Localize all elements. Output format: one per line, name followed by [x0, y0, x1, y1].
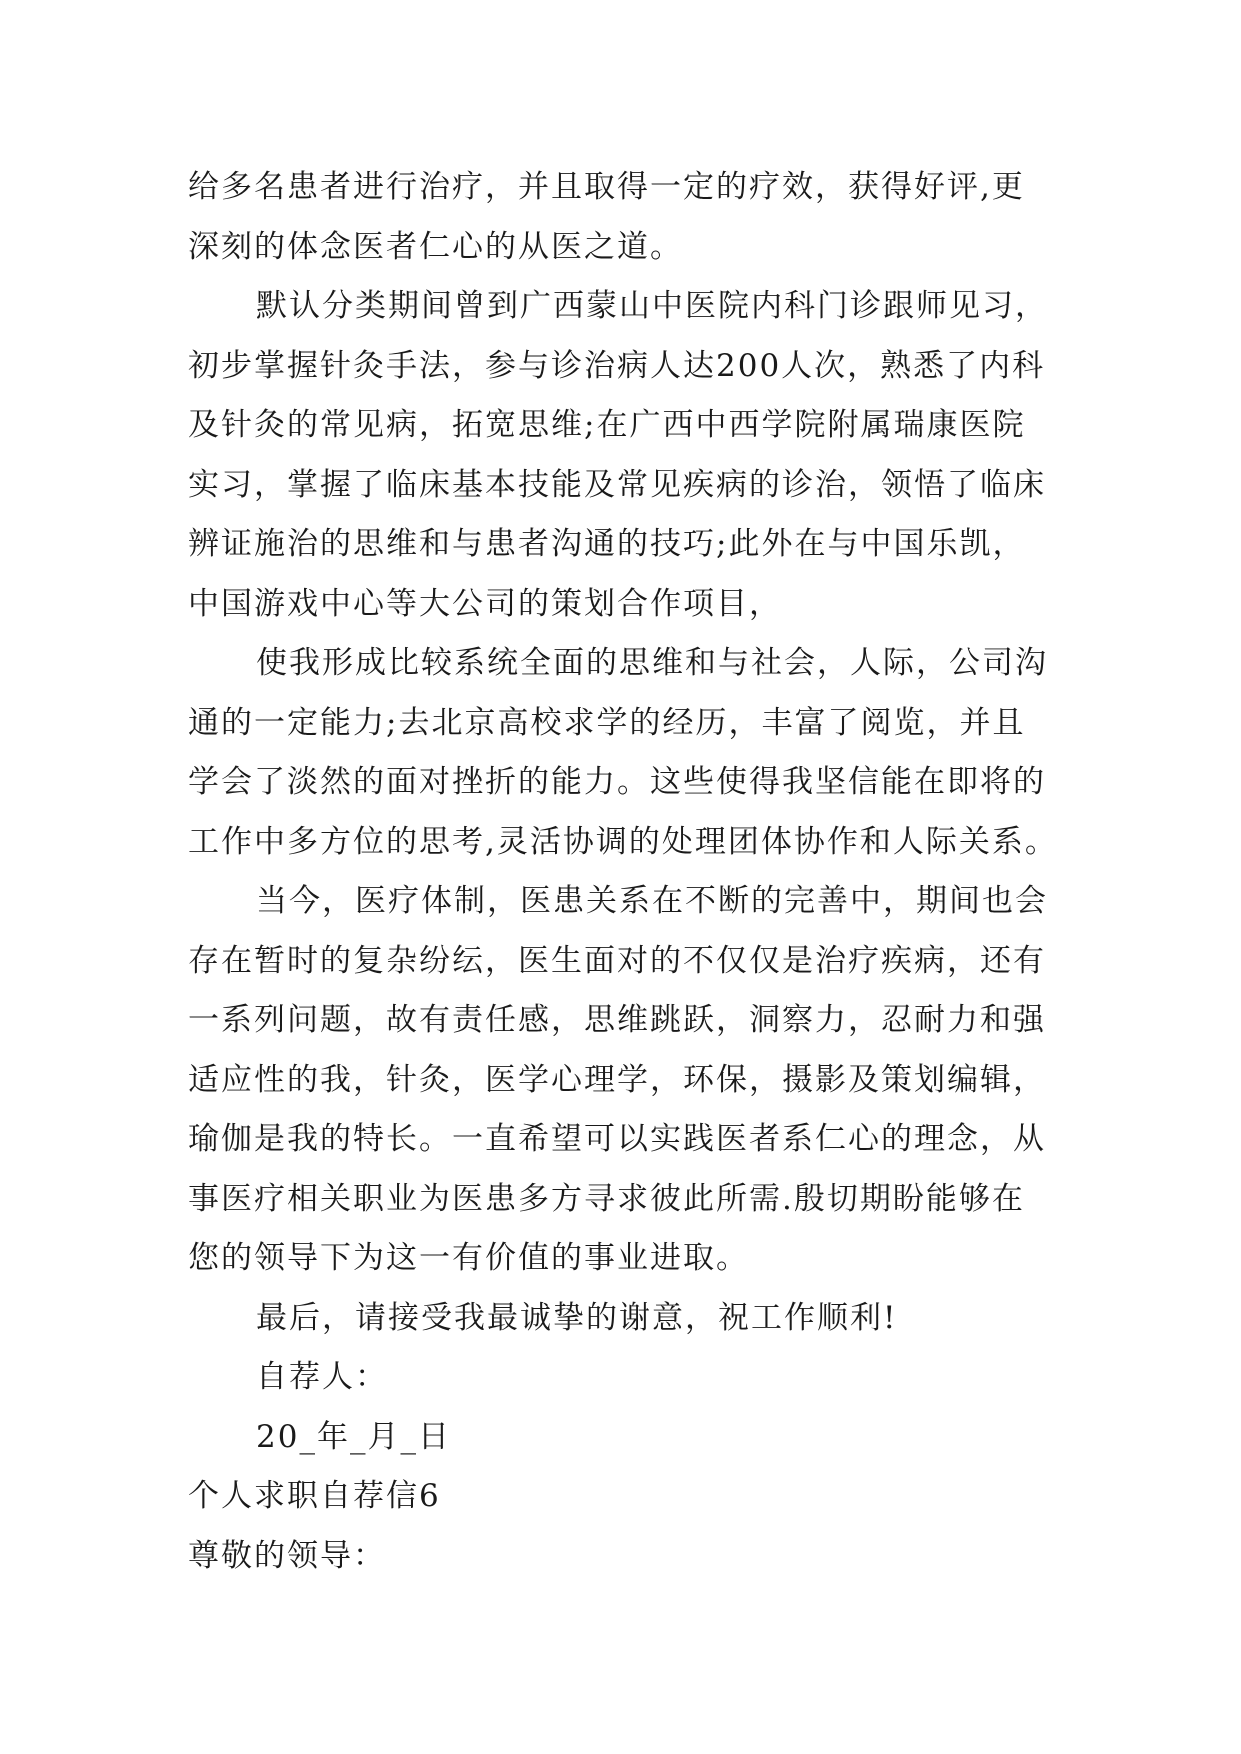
- text-line: 工作中多方位的思考,灵活协调的处理团体协作和人际关系。: [188, 823, 1058, 860]
- text-line: 给多名患者进行治疗，并且取得一定的疗效，获得好评,更: [188, 169, 1025, 205]
- text-line: 尊敬的领导：: [188, 1537, 386, 1574]
- text-line: 深刻的体念医者仁心的从医之道。: [188, 228, 683, 265]
- document-body: [188, 158, 1068, 1586]
- text-line: 适应性的我，针灸，医学心理学，环保，摄影及策划编辑，: [188, 1061, 1046, 1098]
- text-line: 您的领导下为这一有价值的事业进取。: [188, 1240, 749, 1276]
- text-line: 瑜伽是我的特长。一直希望可以实践医者系仁心的理念，从: [188, 1121, 1046, 1157]
- text-line: 学会了淡然的面对挫折的能力。这些使得我坚信能在即将的: [188, 764, 1046, 800]
- text-line: 及针灸的常见病，拓宽思维;在广西中西学院附属瑞康医院: [188, 407, 1026, 443]
- text-line: 存在暂时的复杂纷纭，医生面对的不仅仅是治疗疾病，还有: [188, 942, 1046, 979]
- text-line: 一系列问题，故有责任感，思维跳跃，洞察力，忍耐力和强: [188, 1002, 1046, 1038]
- text-line: 初步掌握针灸手法，参与诊治病人达200人次，熟悉了内科: [188, 347, 1046, 384]
- text-line: 20_年_月_日: [256, 1418, 451, 1455]
- text-line: 实习，掌握了临床基本技能及常见疾病的诊治，领悟了临床: [188, 466, 1046, 503]
- text-line: 默认分类期间曾到广西蒙山中医院内科门诊跟师见习，: [256, 288, 1048, 324]
- text-line: 自荐人：: [256, 1359, 388, 1395]
- text-line: 辨证施治的思维和与患者沟通的技巧;此外在与中国乐凯，: [188, 526, 1026, 562]
- text-line: 个人求职自荐信6: [188, 1478, 441, 1514]
- text-line: 当今，医疗体制，医患关系在不断的完善中，期间也会: [256, 883, 1048, 919]
- text-line: 通的一定能力;去北京高校求学的经历，丰富了阅览，并且: [188, 704, 1026, 741]
- text-line: 最后，请接受我最诚挚的谢意，祝工作顺利!: [256, 1299, 898, 1336]
- text-line: 中国游戏中心等大公司的策划合作项目，: [188, 585, 782, 622]
- text-line: 事医疗相关职业为医患多方寻求彼此所需.殷切期盼能够在: [188, 1180, 1025, 1217]
- text-line: 使我形成比较系统全面的思维和与社会，人际，公司沟: [256, 645, 1048, 681]
